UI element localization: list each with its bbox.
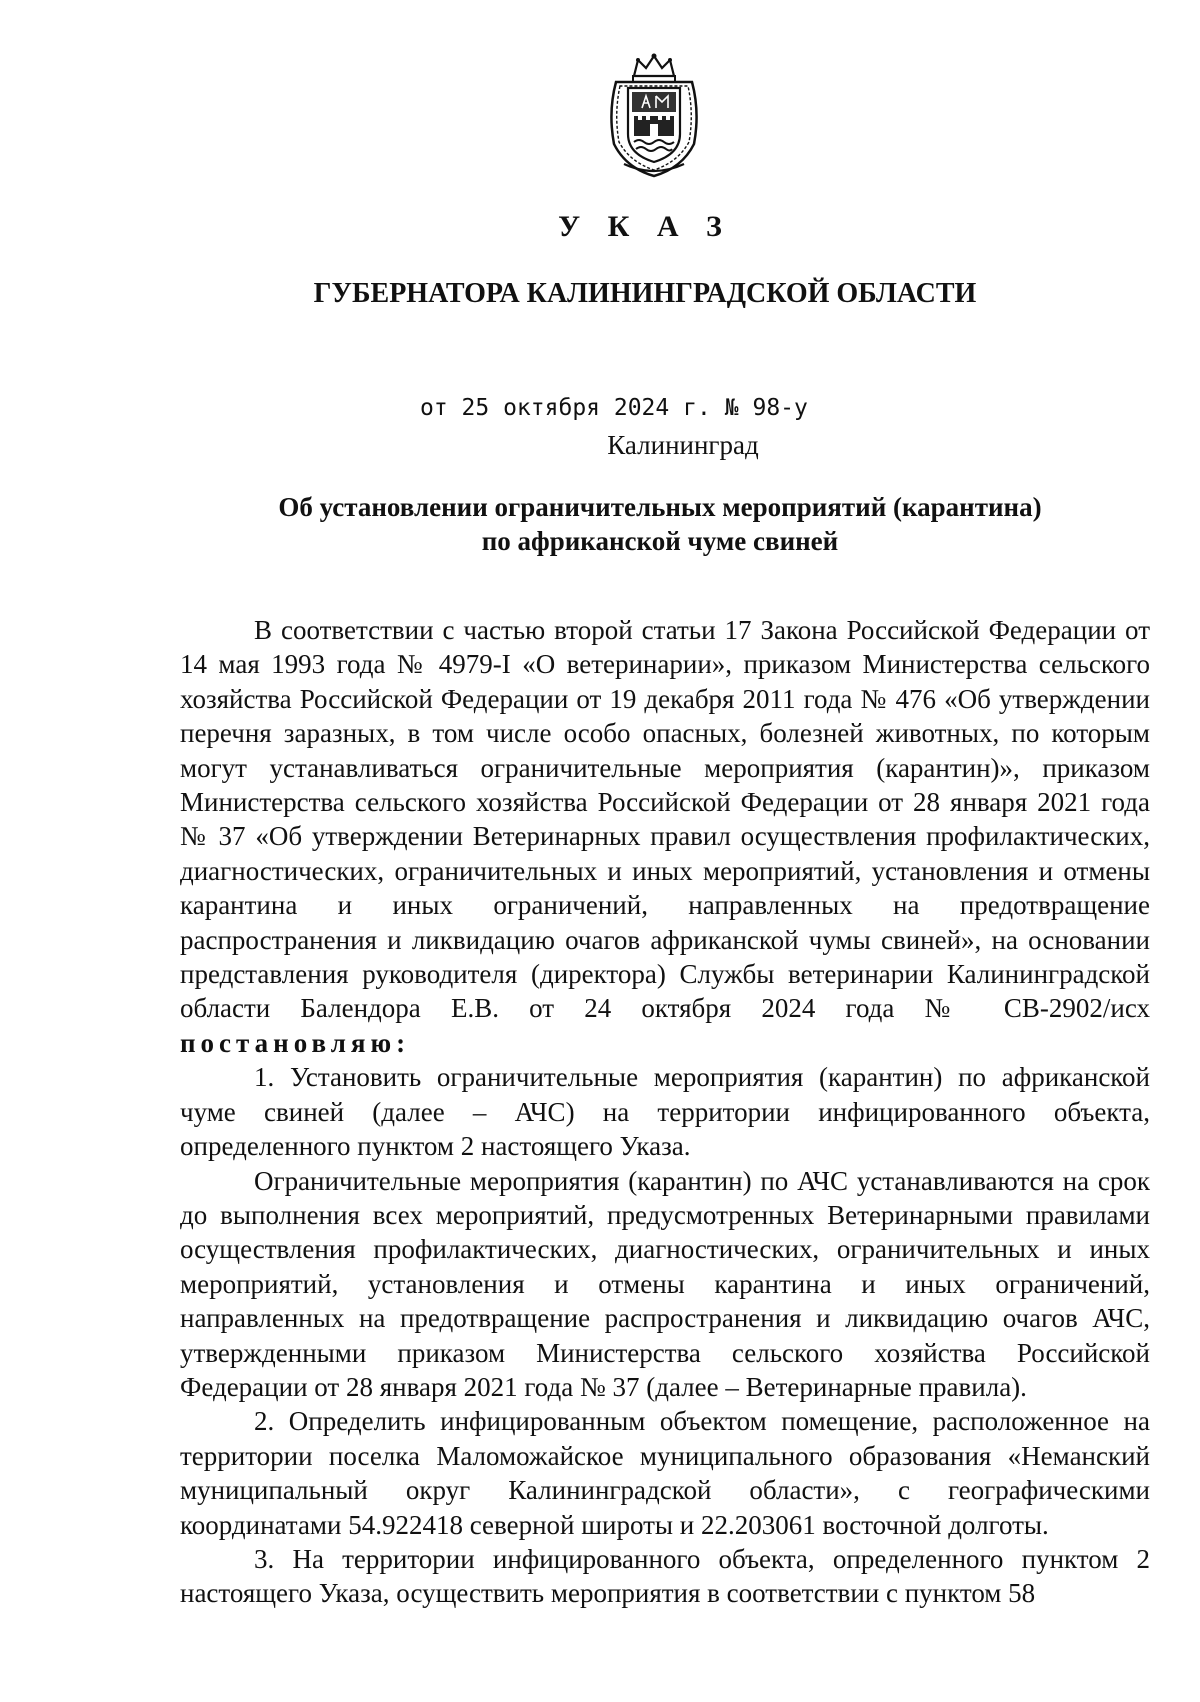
item-3-paragraph: 3. На территории инфицированного объекта, определенного пунктом 2 настоящего Указа, осуществить мероприятия в соответствии с пунктом 58 xyxy=(180,1543,1150,1609)
issuer-heading: ГУБЕРНАТОРА КАЛИНИНГРАДСКОЙ ОБЛАСТИ xyxy=(313,278,977,309)
preamble-text: В соответствии с частью второй статьи 17 Закона Российской Федерации от 14 мая 1993 года № 4979-I «О ветеринарии», приказом Министерства сельского хозяйства Российской Федерации от 19 декабря 2011 года № 476 «Об утверждении перечня заразных, в том числе особо опасных, болезней животных, по которым могут устанавливаться ограничительные мероприятия (карантин)», приказом Министерства сельского хозяйства Российской Федерации от 28 января 2021 года № 37 «Об утверждении Ветеринарных правил осуществления профилактических, диагностических, ограничительных и иных мероприятий, установления и отмены карантина и иных ограничений, направленных на предотвращение распространения и ликвидацию очагов африканской чумы свиней», на основании представления руководителя (директора) Службы ветеринарии Калининградской области Балендора Е.В. от 24 октября 2024 года № СВ-2902/исх xyxy=(180,615,1150,1024)
decree-number: № 98-у xyxy=(724,395,808,421)
place-of-issue: Калининград xyxy=(607,430,759,460)
title-line-1: Об установлении ограничительных мероприятий (карантина) xyxy=(278,492,1042,522)
preamble-paragraph xyxy=(180,613,1150,1060)
title-line-2: по африканской чуме свиней xyxy=(481,526,839,556)
decree-word: постановляю: xyxy=(180,1027,411,1058)
document-body xyxy=(180,613,1150,1611)
document-type: У К А З xyxy=(558,210,732,243)
decree-date: от 25 октября 2024 г. xyxy=(420,395,711,421)
item-1-continuation: Ограничительные мероприятия (карантин) по АЧС устанавливаются на срок до выполнения всех мероприятий, предусмотренных Ветеринарными правилами осуществления профилактических, диагностических, ограничительных и иных мероприятий, установления и отмены карантина и иных ограничений, направленных на предотвращение распространения и ликвидацию очагов АЧС, утвержденными приказом Министерства сельского хозяйства Российской Федерации от 28 января 2021 года № 37 (далее – Ветеринарные правила). xyxy=(180,1165,1150,1402)
date-number-line xyxy=(420,395,808,421)
document-title xyxy=(180,490,1140,558)
item-1-paragraph: 1. Установить ограничительные мероприятия (карантин) по африканской чуме свиней (далее – АЧС) на территории инфицированного объекта, определенного пунктом 2 настоящего Указа. xyxy=(180,1062,1150,1162)
coat-of-arms-emblem xyxy=(604,52,704,178)
item-2-paragraph: 2. Определить инфицированным объектом помещение, расположенное на территории поселка Маломожайское муниципального образования «Неманский муниципальный округ Калининградской области», с географическими координатами 54.922418 северной широты и 22.203061 восточной долготы. xyxy=(180,1406,1150,1540)
